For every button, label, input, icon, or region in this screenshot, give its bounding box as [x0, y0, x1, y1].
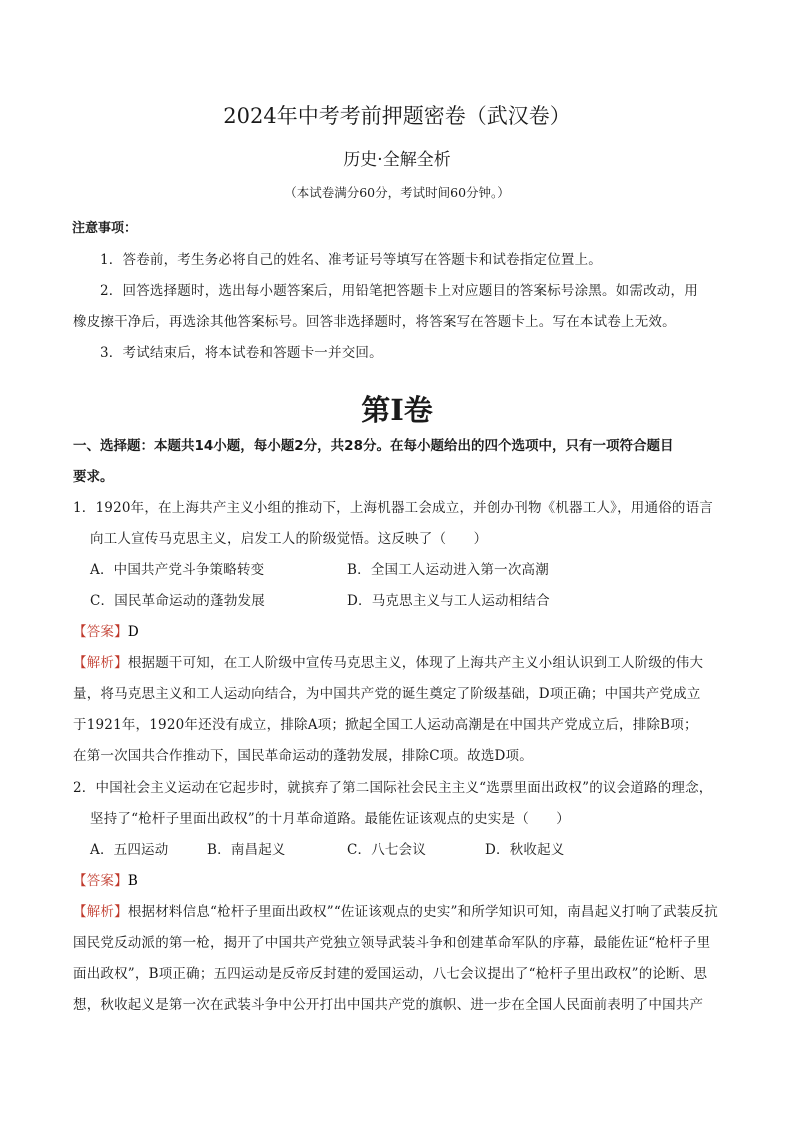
- analysis-line: 于1921年，1920年还没有成立，排除A项；掀起全国工人运动高潮是在中国共产党成立后，排除B项；: [73, 717, 698, 733]
- question-1-option-c: C．国民革命运动的蓬勃发展: [90, 593, 265, 609]
- question-2-stem-cont: 坚持了“枪杆子里面出政权”的十月革命道路。最能佐证该观点的史实是（ ）: [90, 811, 571, 827]
- notice-item-2-cont: 橡皮擦干净后，再选涂其他答案标号。回答非选择题时，将答案写在答题卡上。写在本试卷上无效。: [73, 314, 676, 330]
- answer-value: D: [127, 624, 139, 640]
- question-2-option-b: B．南昌起义: [207, 842, 286, 858]
- question-2-stem: 2．中国社会主义运动在它起步时，就摈弃了第二国际社会民主主义“选票里面出政权”的议会道路的理念，: [73, 780, 713, 796]
- question-2-option-d: D．秋收起义: [485, 842, 565, 858]
- analysis-line: 在第一次国共合作推动下，国民革命运动的蓬勃发展，排除C项。故选D项。: [73, 748, 533, 764]
- analysis-line: 面出政权”，B项正确；五四运动是反帝反封建的爱国运动，八七会议提出了“枪杆子里出政权”的论断、思: [73, 966, 708, 982]
- question-2-option-a: A．五四运动: [90, 842, 169, 858]
- score-info: （本试卷满分60分，考试时间60分钟。）: [284, 185, 510, 200]
- notice-item-3: 3．考试结束后，将本试卷和答题卡一并交回。: [100, 345, 383, 361]
- section-title: 第I卷: [361, 393, 433, 427]
- analysis-line: 根据题干可知，在工人阶级中宣传马克思主义，体现了上海共产主义小组认识到工人阶级的伟大: [127, 655, 704, 671]
- analysis-line: 国民党反动派的第一枪，揭开了中国共产党独立领导武装斗争和创建革命军队的序幕，最能佐证“枪杆子里: [73, 935, 711, 951]
- notice-heading: 注意事项：: [72, 221, 138, 236]
- section-instruction: 一、选择题：本题共14小题，每小题2分，共28分。在每小题给出的四个选项中，只有一项符合题目: [73, 438, 674, 454]
- notice-item-1: 1．答卷前，考生务必将自己的姓名、准考证号等填写在答题卡和试卷指定位置上。: [100, 252, 602, 268]
- section-instruction-cont: 要求。: [73, 469, 114, 485]
- analysis-line: 量，将马克思主义和工人运动向结合，为中国共产党的诞生奠定了阶级基础，D项正确；中国共产党成立: [73, 686, 701, 702]
- question-1-stem: 1．1920年，在上海共产主义小组的推动下，上海机器工会成立，并创办刊物《机器工人》，用通俗的语言: [73, 500, 713, 516]
- question-1-answer: [73, 620, 139, 640]
- analysis-label: 【解析】: [73, 904, 128, 920]
- question-1-option-a: A．中国共产党斗争策略转变: [90, 562, 265, 578]
- question-1-option-b: B．全国工人运动进入第一次高潮: [347, 562, 549, 578]
- question-1-stem-cont: 向工人宣传马克思主义，启发工人的阶级觉悟。这反映了（ ）: [90, 531, 488, 547]
- page-title: 2024年中考考前押题密卷（武汉卷）: [223, 104, 571, 128]
- analysis-line: 想，秋收起义是第一次在武装斗争中公开打出中国共产党的旗帜、进一步在全国人民面前表明了中国共产: [73, 997, 704, 1013]
- question-2-option-c: C．八七会议: [347, 842, 427, 858]
- question-2-answer: [73, 869, 138, 889]
- question-2-analysis: [73, 900, 718, 920]
- answer-label: 【答案】: [73, 873, 128, 889]
- analysis-line: 根据材料信息“枪杆子里面出政权”“佐证该观点的史实”和所学知识可知，南昌起义打响了武装反抗: [127, 904, 718, 920]
- question-1-analysis: [73, 651, 703, 671]
- page-subtitle: 历史·全解全析: [343, 150, 451, 170]
- answer-label: 【答案】: [73, 624, 128, 640]
- notice-item-2: 2．回答选择题时，选出每小题答案后，用铅笔把答题卡上对应题目的答案标号涂黑。如需改动，用: [100, 283, 698, 299]
- answer-value: B: [127, 873, 138, 889]
- question-1-option-d: D．马克思主义与工人运动相结合: [347, 593, 550, 609]
- analysis-label: 【解析】: [73, 655, 128, 671]
